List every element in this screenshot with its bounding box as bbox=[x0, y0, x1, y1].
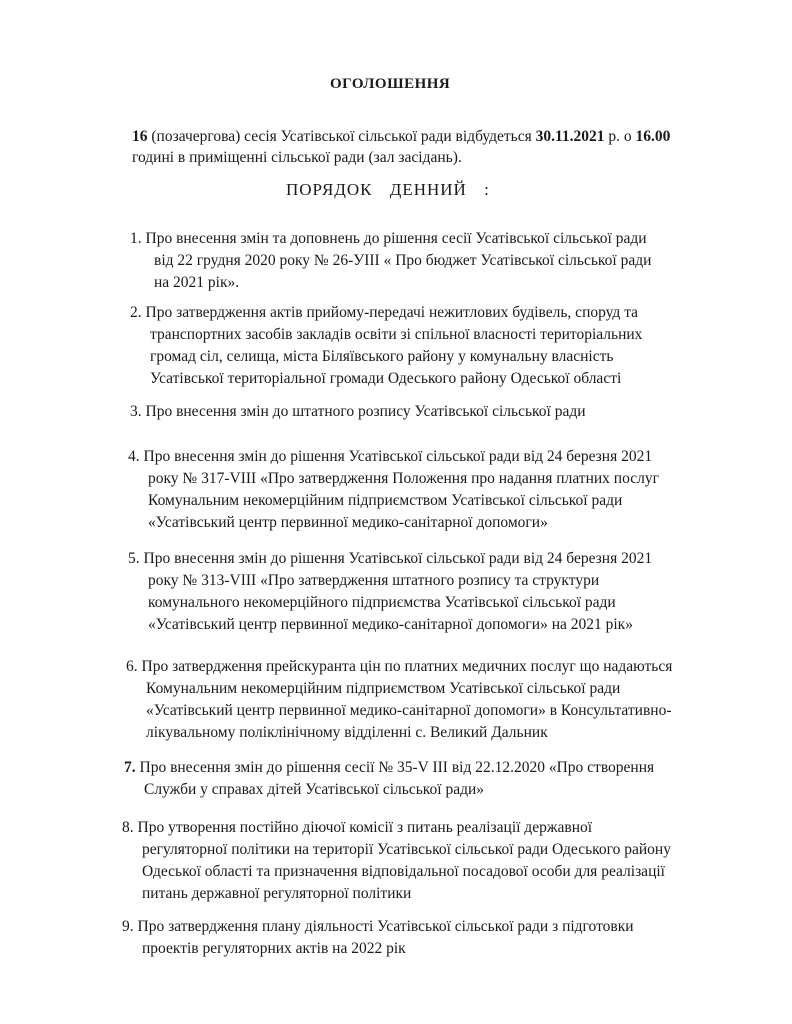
session-date: 30.11.2021 bbox=[535, 128, 605, 145]
item-line: Усатівської територіальної громади Одеського району Одеської області bbox=[150, 370, 622, 387]
agenda-item-8 bbox=[122, 817, 762, 905]
document-title: ОГОЛОШЕННЯ bbox=[330, 76, 451, 92]
item-line: Комунальним некомерційним підприємством Усатівської сільської ради bbox=[148, 492, 623, 509]
item-line: Про внесення змін та доповнень до рішення сесії Усатівської сільської ради bbox=[145, 230, 647, 247]
item-number: 1. bbox=[130, 230, 142, 247]
item-number: 9. bbox=[122, 918, 134, 935]
session-announcement bbox=[132, 126, 772, 168]
announcement-text: р. о bbox=[604, 128, 636, 145]
item-line: Комунальним некомерційним підприємством Усатівської сільської ради bbox=[146, 680, 621, 697]
item-number: 7. bbox=[124, 759, 136, 776]
item-number: 5. bbox=[128, 550, 140, 567]
item-number: 8. bbox=[122, 819, 134, 836]
item-line: року № 313-VIII «Про затвердження штатного розпису та структури bbox=[148, 572, 600, 589]
item-number: 3. bbox=[130, 403, 142, 420]
item-line: Про внесення змін до рішення сесії № 35-V ІІІ від 22.12.2020 «Про створення bbox=[139, 759, 655, 776]
announcement-text: (позачергова) сесія Усатівської сільської ради відбудеться bbox=[147, 128, 536, 145]
agenda-heading: ПОРЯДОК ДЕННИЙ : bbox=[286, 180, 490, 199]
item-line: громад сіл, селища, міста Біляївського району у комунальну власність bbox=[150, 348, 614, 365]
agenda-item-2 bbox=[130, 302, 770, 390]
announcement-line-2: годині в приміщенні сільської ради (зал засідань). bbox=[132, 149, 462, 166]
agenda-item-1 bbox=[130, 228, 770, 294]
item-line: транспортних засобів закладів освіти зі спільної власності територіальних bbox=[150, 326, 643, 343]
item-number: 2. bbox=[130, 304, 142, 321]
item-line: «Усатівський центр первинної медико-санітарної допомоги» на 2021 рік» bbox=[148, 616, 633, 633]
item-line: на 2021 рік». bbox=[154, 274, 240, 291]
item-line: Про затвердження актів прийому-передачі нежитлових будівель, споруд та bbox=[145, 304, 639, 321]
item-line: регуляторної політики на території Усатівської сільської ради Одеського району bbox=[142, 841, 671, 858]
item-number: 6. bbox=[126, 658, 138, 675]
item-line: проектів регуляторних актів на 2022 рік bbox=[142, 940, 406, 957]
item-line: Про затвердження прейскуранта цін по платних медичних послуг що надаються bbox=[141, 658, 673, 675]
agenda-item-6 bbox=[126, 656, 766, 744]
item-line: Про внесення змін до рішення Усатівської сільської ради від 24 березня 2021 bbox=[143, 550, 653, 567]
agenda-item-7 bbox=[124, 757, 764, 801]
session-number: 16 bbox=[132, 128, 148, 145]
agenda-item-4 bbox=[128, 446, 768, 534]
agenda-item-3 bbox=[130, 401, 770, 423]
item-line: Про внесення змін до рішення Усатівської сільської ради від 24 березня 2021 bbox=[143, 448, 653, 465]
item-line: комунального некомерційного підприємства Усатівської сільської ради bbox=[148, 594, 616, 611]
session-time: 16.00 bbox=[635, 128, 671, 145]
item-line: лікувальному поліклінічному відділенні с. Великий Дальник bbox=[146, 724, 548, 741]
announcement-line-1 bbox=[132, 126, 772, 147]
item-line: Про утворення постійно діючої комісії з питань реалізації державної bbox=[137, 819, 593, 836]
item-number: 4. bbox=[128, 448, 140, 465]
item-line: року № 317-VIII «Про затвердження Положення про надання платних послуг bbox=[148, 470, 659, 487]
item-line: Про внесення змін до штатного розпису Усатівської сільської ради bbox=[145, 403, 586, 420]
item-line: від 22 грудня 2020 року № 26-УІІІ « Про бюджет Усатівської сільської ради bbox=[154, 252, 652, 269]
item-line: Про затвердження плану діяльності Усатівської сільської ради з підготовки bbox=[137, 918, 634, 935]
item-line: «Усатівський центр первинної медико-санітарної допомоги» bbox=[148, 514, 548, 531]
agenda-item-5 bbox=[128, 548, 768, 636]
item-line: «Усатівський центр первинної медико-санітарної допомоги» в Консультативно- bbox=[146, 702, 672, 719]
item-line: питань державної регуляторної політики bbox=[142, 885, 412, 902]
item-line: Служби у справах дітей Усатівської сільської ради» bbox=[144, 781, 485, 798]
agenda-item-9 bbox=[122, 916, 762, 960]
item-line: Одеської області та призначення відповідальної посадової особи для реалізації bbox=[142, 863, 665, 880]
